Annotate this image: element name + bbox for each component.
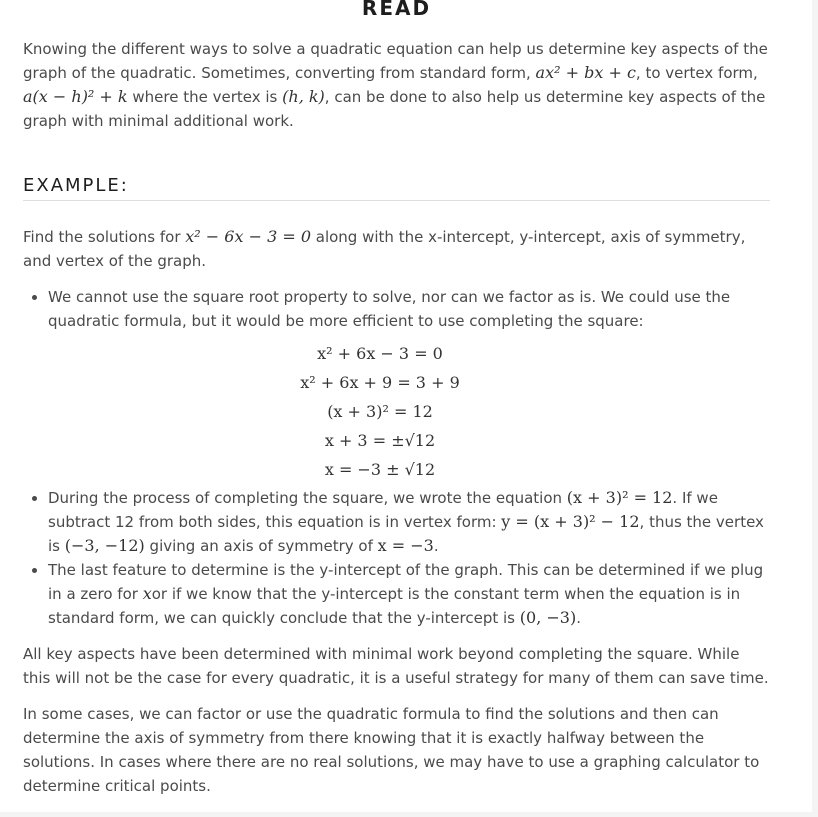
list-item xyxy=(48,558,770,630)
step-equation: x + 3 = ±√12 xyxy=(324,431,436,450)
vertex-expr: (h, k) xyxy=(282,87,325,106)
bullet2-text-5: . xyxy=(433,537,439,555)
find-text-2: along with the x-intercept, y-intercept, axis of symmetry, and vertex of the graph. xyxy=(23,228,746,270)
bullet2-text-4: giving an axis of symmetry of xyxy=(144,537,378,555)
intro-paragraph xyxy=(23,37,770,133)
standard-form-expr: ax² + bx + c xyxy=(535,63,636,82)
example-heading: EXAMPLE: xyxy=(23,175,770,201)
bullet2-axis: x = −3 xyxy=(377,536,434,555)
bullet2-vertex: (−3, −12) xyxy=(64,536,145,555)
step-equation: x² + 6x − 3 = 0 xyxy=(317,344,443,363)
bullet2-text-1: During the process of completing the square, we wrote the equation xyxy=(48,489,567,507)
read-heading: READ xyxy=(361,0,432,20)
list-item xyxy=(48,486,770,558)
closing-paragraph: In some cases, we can factor or use the quadratic formula to find the solutions and then can determine the axis of symmetry from there knowing that it is exactly halfway between the solutions. In cases where there are no real solutions, we may have to use a graphing calculator to determine critical points. xyxy=(23,705,760,795)
vertex-form-expr: a(x − h)² + k xyxy=(23,87,128,106)
example-problem xyxy=(23,225,770,273)
problem-equation: x² − 6x − 3 = 0 xyxy=(185,227,311,246)
completing-square-steps xyxy=(48,339,770,484)
solution-steps-list xyxy=(23,285,770,630)
list-item xyxy=(48,285,770,484)
conclusion-paragraph: All key aspects have been determined with minimal work beyond completing the square. While this will not be the case for every quadratic, it is a useful strategy for many of them can save time. xyxy=(23,645,769,687)
intro-text-4: , can be done to also help us determine key aspects of the graph with minimal additional work. xyxy=(23,88,766,130)
bullet2-eq2: y = (x + 3)² − 12 xyxy=(501,512,640,531)
step-equation: (x + 3)² = 12 xyxy=(327,402,433,421)
bullet3-point: (0, −3) xyxy=(519,608,577,627)
bullet3-text-2: or if we know that the y-intercept is the constant term when the equation is in standard form, we can quickly conclude that the y-intercept is xyxy=(48,585,741,627)
bullet2-text-3: , thus the vertex is xyxy=(48,513,764,555)
intro-text-1: Knowing the different ways to solve a quadratic equation can help us determine key aspects of the graph of the quadratic. Sometimes, converting from standard form, xyxy=(23,40,768,82)
step-equation: x² + 6x + 9 = 3 + 9 xyxy=(300,373,460,392)
step-equation: x = −3 ± √12 xyxy=(324,460,436,479)
bullet2-text-2: . If we subtract 12 from both sides, this equation is in vertex form: xyxy=(48,489,718,531)
bullet1-text: We cannot use the square root property to solve, nor can we factor as is. We could use the quadratic formula, but it would be more efficient to use completing the square: xyxy=(48,288,731,330)
intro-text-2: , to vertex form, xyxy=(635,64,758,82)
find-text-1: Find the solutions for xyxy=(23,228,186,246)
intro-text-3: where the vertex is xyxy=(127,88,283,106)
bullet3-text-3: . xyxy=(576,609,581,627)
bullet3-var: x xyxy=(142,584,152,603)
bullet2-eq1: (x + 3)² = 12 xyxy=(566,488,673,507)
bullet3-text-1: The last feature to determine is the y-intercept of the graph. This can be determined if we plug in a zero for xyxy=(48,561,764,603)
